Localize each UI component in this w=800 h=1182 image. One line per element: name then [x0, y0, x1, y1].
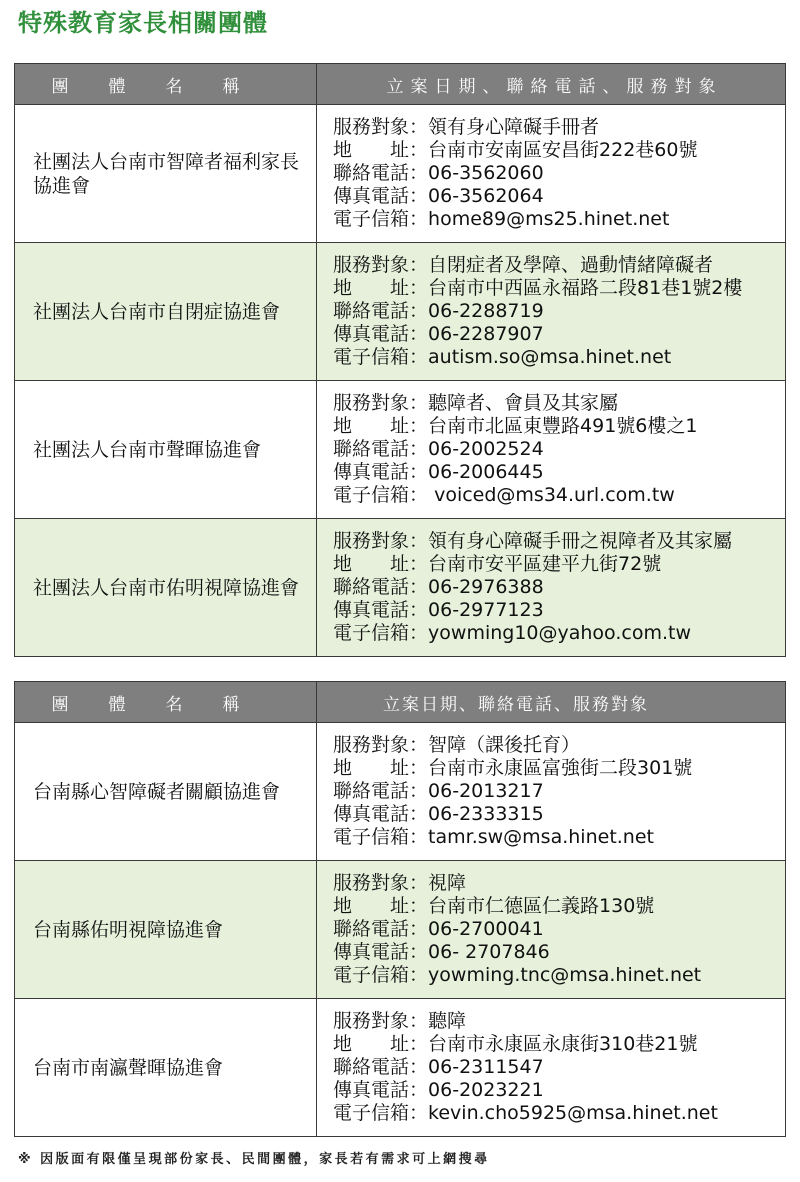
phone-label: 聯絡電話: [333, 918, 410, 940]
email-label: 電子信箱: [333, 484, 410, 506]
address-label: 地 址: [333, 139, 410, 161]
org-name-cell: [15, 105, 317, 243]
fax-label: 傳真電話: [333, 323, 410, 345]
field-separator: ：: [409, 185, 429, 207]
phone-label: 聯絡電話: [333, 438, 410, 460]
phone-value: 06-2013217: [428, 780, 544, 802]
phone-value: 06-2288719: [428, 300, 544, 322]
field-separator: ：: [409, 392, 429, 414]
org-name-cell: [15, 243, 317, 381]
org-table-2: [14, 681, 786, 1137]
email-line: [333, 208, 785, 231]
field-separator: ：: [409, 553, 429, 575]
field-separator: ：: [409, 277, 429, 299]
email-value: voiced@ms34.url.com.tw: [428, 484, 675, 506]
email-label: 電子信箱: [333, 1102, 410, 1124]
email-value: yowming.tnc@msa.hinet.net: [428, 964, 702, 986]
footer-note: ※ 因版面有限僅呈現部份家長、民間團體，家長若有需求可上網搜尋: [18, 1152, 490, 1167]
fax-label: 傳真電話: [333, 599, 410, 621]
org-details-cell: [317, 243, 786, 381]
address-line: [333, 553, 785, 576]
address-value: 台南市仁德區仁義路130號: [428, 895, 655, 917]
service-value: 聽障: [428, 1010, 467, 1032]
service-value: 視障: [428, 872, 467, 894]
page-title: 特殊教育家長相關團體: [18, 8, 268, 37]
org-details-cell: [317, 861, 786, 999]
address-value: 台南市安南區安昌街222巷60號: [428, 139, 698, 161]
field-separator: ：: [409, 622, 429, 644]
fax-label: 傳真電話: [333, 461, 410, 483]
org-name-cell: [15, 999, 317, 1137]
field-separator: ：: [409, 530, 429, 552]
fax-label: 傳真電話: [333, 185, 410, 207]
fax-line: [333, 599, 785, 622]
email-line: [333, 622, 785, 645]
fax-label: 傳真電話: [333, 1079, 410, 1101]
phone-label: 聯絡電話: [333, 162, 410, 184]
address-line: [333, 415, 785, 438]
field-separator: ：: [409, 484, 429, 506]
fax-value: 06-2023221: [428, 1079, 544, 1101]
email-value: tamr.sw@msa.hinet.net: [428, 826, 654, 848]
address-value: 台南市安平區建平九街72號: [428, 553, 662, 575]
org-name: 社團法人台南市佑明視障協進會: [33, 576, 300, 599]
header-details: 立案日期、聯絡電話、服務對象: [317, 64, 786, 105]
org-name-cell: [15, 861, 317, 999]
service-label: 服務對象: [333, 116, 410, 138]
address-value: 台南市永康區永康街310巷21號: [428, 1033, 698, 1055]
service-label: 服務對象: [333, 254, 410, 276]
service-label: 服務對象: [333, 392, 410, 414]
service-line: [333, 116, 785, 139]
org-details: [333, 530, 785, 645]
phone-value: 06-2700041: [428, 918, 544, 940]
field-separator: ：: [409, 461, 429, 483]
fax-line: [333, 803, 785, 826]
field-separator: ：: [409, 895, 429, 917]
service-label: 服務對象: [333, 1010, 410, 1032]
field-separator: ：: [409, 734, 429, 756]
address-line: [333, 757, 785, 780]
org-details-cell: [317, 105, 786, 243]
field-separator: ：: [409, 964, 429, 986]
email-label: 電子信箱: [333, 622, 410, 644]
service-line: [333, 1010, 785, 1033]
address-value: 台南市永康區富強街二段301號: [428, 757, 693, 779]
field-separator: ：: [409, 826, 429, 848]
table-header: [15, 64, 786, 105]
org-name: 社團法人台南市聲暉協進會: [33, 438, 262, 461]
address-label: 地 址: [333, 277, 410, 299]
field-separator: ：: [409, 599, 429, 621]
address-label: 地 址: [333, 415, 410, 437]
fax-label: 傳真電話: [333, 803, 410, 825]
fax-value: 06-2287907: [428, 323, 544, 345]
email-value: yowming10@yahoo.com.tw: [428, 622, 691, 644]
org-row: [15, 999, 786, 1137]
address-label: 地 址: [333, 553, 410, 575]
field-separator: ：: [409, 757, 429, 779]
org-name: 台南市南瀛聲暉協進會: [33, 1056, 224, 1079]
phone-label: 聯絡電話: [333, 780, 410, 802]
field-separator: ：: [409, 1010, 429, 1032]
org-row: [15, 861, 786, 999]
org-details: [333, 734, 785, 849]
address-value: 台南市北區東豐路491號6樓之1: [428, 415, 698, 437]
fax-value: 06-2006445: [428, 461, 544, 483]
field-separator: ：: [409, 1102, 429, 1124]
email-value: home89@ms25.hinet.net: [428, 208, 670, 230]
org-details: [333, 1010, 785, 1125]
field-separator: ：: [409, 116, 429, 138]
address-line: [333, 277, 785, 300]
fax-label: 傳真電話: [333, 941, 410, 963]
org-row: [15, 243, 786, 381]
org-details: [333, 116, 785, 231]
fax-line: [333, 1079, 785, 1102]
org-name-cell: [15, 519, 317, 657]
field-separator: ：: [409, 780, 429, 802]
header-name: 團體名稱: [15, 682, 317, 723]
fax-line: [333, 323, 785, 346]
email-value: autism.so@msa.hinet.net: [428, 346, 672, 368]
field-separator: ：: [409, 1079, 429, 1101]
email-line: [333, 1102, 785, 1125]
phone-value: 06-2976388: [428, 576, 544, 598]
fax-line: [333, 185, 785, 208]
field-separator: ：: [409, 208, 429, 230]
org-details: [333, 254, 785, 369]
org-name-cell: [15, 723, 317, 861]
service-line: [333, 872, 785, 895]
email-label: 電子信箱: [333, 346, 410, 368]
phone-line: [333, 780, 785, 803]
org-name-cell: [15, 381, 317, 519]
service-value: 領有身心障礙手冊者: [428, 116, 600, 138]
email-label: 電子信箱: [333, 208, 410, 230]
address-label: 地 址: [333, 895, 410, 917]
address-label: 地 址: [333, 1033, 410, 1055]
service-line: [333, 530, 785, 553]
service-label: 服務對象: [333, 530, 410, 552]
fax-value: 06-2333315: [428, 803, 544, 825]
phone-line: [333, 1056, 785, 1079]
email-label: 電子信箱: [333, 964, 410, 986]
fax-value: 06-2977123: [428, 599, 544, 621]
phone-label: 聯絡電話: [333, 1056, 410, 1078]
field-separator: ：: [409, 872, 429, 894]
fax-line: [333, 461, 785, 484]
org-details-cell: [317, 381, 786, 519]
field-separator: ：: [409, 576, 429, 598]
field-separator: ：: [409, 803, 429, 825]
table-header: [15, 682, 786, 723]
org-row: [15, 519, 786, 657]
email-label: 電子信箱: [333, 826, 410, 848]
service-value: 聽障者、會員及其家屬: [428, 392, 619, 414]
field-separator: ：: [409, 346, 429, 368]
address-value: 台南市中西區永福路二段81巷1號2樓: [428, 277, 743, 299]
phone-value: 06-3562060: [428, 162, 544, 184]
service-line: [333, 734, 785, 757]
address-line: [333, 139, 785, 162]
service-label: 服務對象: [333, 872, 410, 894]
phone-line: [333, 576, 785, 599]
org-name: 台南縣佑明視障協進會: [33, 918, 224, 941]
service-line: [333, 392, 785, 415]
service-line: [333, 254, 785, 277]
org-table-1: [14, 63, 786, 657]
phone-line: [333, 918, 785, 941]
phone-label: 聯絡電話: [333, 300, 410, 322]
phone-line: [333, 300, 785, 323]
field-separator: ：: [409, 254, 429, 276]
org-row: [15, 105, 786, 243]
field-separator: ：: [409, 415, 429, 437]
org-name: 社團法人台南市自閉症協進會: [33, 300, 281, 323]
service-label: 服務對象: [333, 734, 410, 756]
org-details: [333, 872, 785, 987]
header-details: 立案日期、聯絡電話、服務對象: [317, 682, 786, 723]
email-line: [333, 484, 785, 507]
phone-value: 06-2002524: [428, 438, 544, 460]
org-row: [15, 381, 786, 519]
org-details-cell: [317, 519, 786, 657]
field-separator: ：: [409, 162, 429, 184]
org-name: 社團法人台南市智障者福利家長協進會: [33, 150, 300, 197]
org-details-cell: [317, 723, 786, 861]
fax-value: 06-3562064: [428, 185, 544, 207]
org-row: [15, 723, 786, 861]
org-details: [333, 392, 785, 507]
field-separator: ：: [409, 1033, 429, 1055]
email-line: [333, 346, 785, 369]
email-line: [333, 964, 785, 987]
fax-value: 06- 2707846: [428, 941, 550, 963]
field-separator: ：: [409, 300, 429, 322]
address-label: 地 址: [333, 757, 410, 779]
org-name: 台南縣心智障礙者關顧協進會: [33, 780, 281, 803]
field-separator: ：: [409, 941, 429, 963]
phone-line: [333, 438, 785, 461]
field-separator: ：: [409, 323, 429, 345]
address-line: [333, 1033, 785, 1056]
field-separator: ：: [409, 438, 429, 460]
address-line: [333, 895, 785, 918]
phone-value: 06-2311547: [428, 1056, 544, 1078]
field-separator: ：: [409, 1056, 429, 1078]
email-value: kevin.cho5925@msa.hinet.net: [428, 1102, 718, 1124]
field-separator: ：: [409, 918, 429, 940]
phone-line: [333, 162, 785, 185]
header-name: 團體名稱: [15, 64, 317, 105]
org-details-cell: [317, 999, 786, 1137]
fax-line: [333, 941, 785, 964]
email-line: [333, 826, 785, 849]
service-value: 智障（課後托育）: [428, 734, 581, 756]
field-separator: ：: [409, 139, 429, 161]
service-value: 領有身心障礙手冊之視障者及其家屬: [428, 530, 733, 552]
phone-label: 聯絡電話: [333, 576, 410, 598]
service-value: 自閉症者及學障、過動情緒障礙者: [428, 254, 714, 276]
